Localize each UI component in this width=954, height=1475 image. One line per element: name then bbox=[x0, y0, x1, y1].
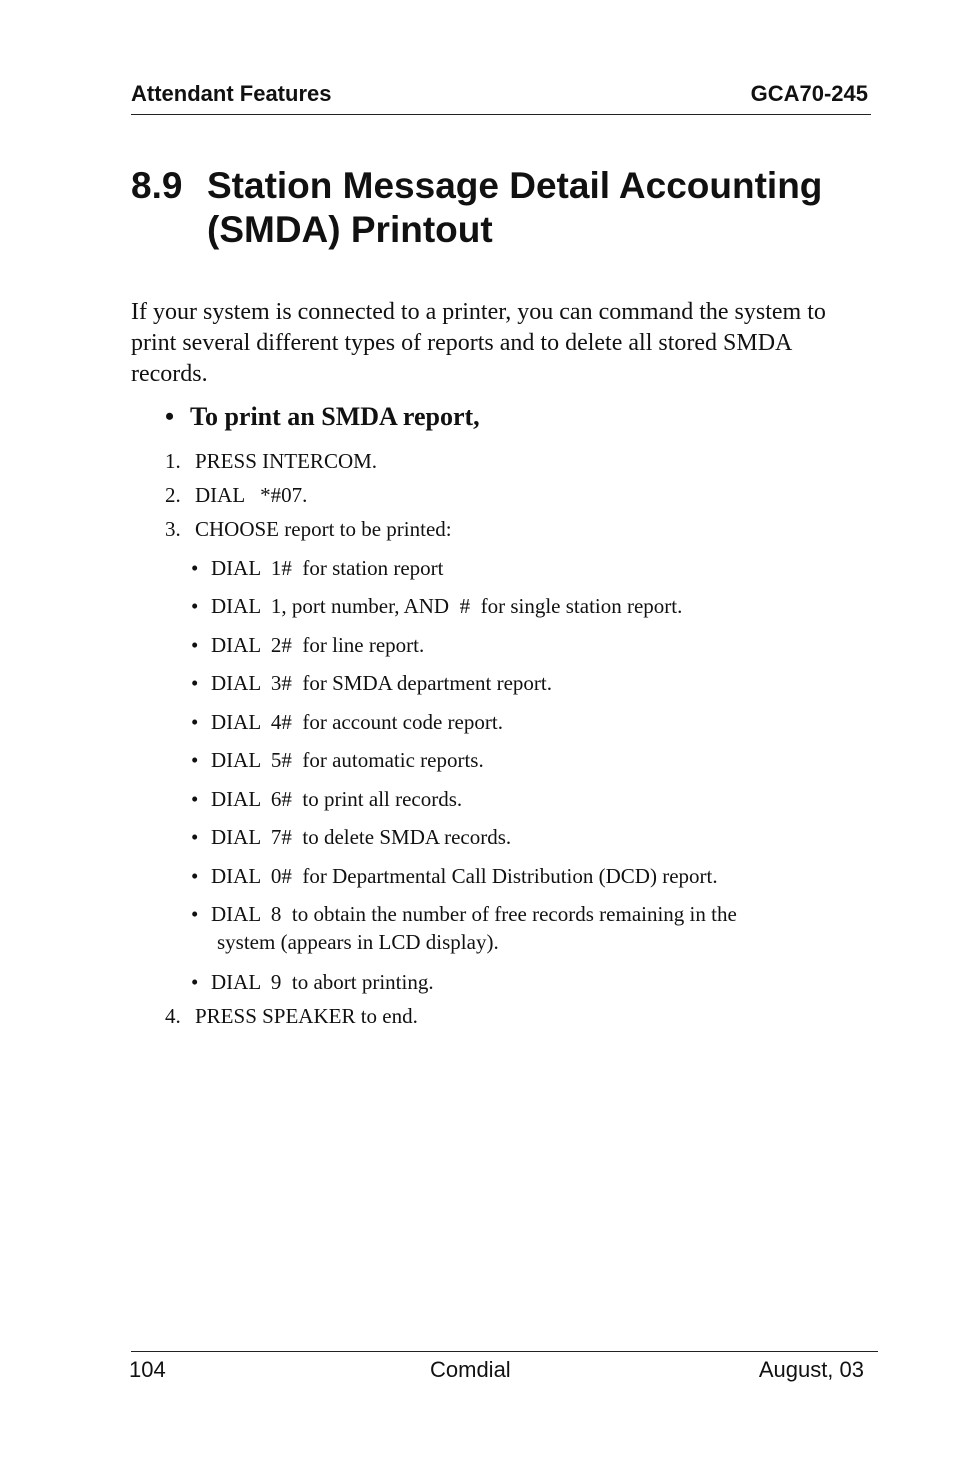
step-1 bbox=[165, 447, 377, 475]
step-text: CHOOSE report to be printed: bbox=[195, 517, 452, 541]
option-text: DIAL 1, port number, AND # for single station report. bbox=[211, 594, 683, 618]
footer-company: Comdial bbox=[430, 1357, 511, 1382]
step-number: 1. bbox=[165, 449, 181, 473]
option-bullet: • bbox=[191, 556, 199, 580]
option-text: DIAL 9 to abort printing. bbox=[211, 970, 434, 994]
step-text: PRESS SPEAKER to end. bbox=[195, 1004, 418, 1028]
step-text: DIAL *#07. bbox=[195, 483, 308, 507]
option-bullet: • bbox=[191, 748, 199, 772]
step-4 bbox=[165, 1002, 418, 1030]
step-3 bbox=[165, 515, 452, 543]
page-number: 104 bbox=[129, 1357, 166, 1382]
option-bullet: • bbox=[191, 825, 199, 849]
section-title-line2: (SMDA) Printout bbox=[207, 209, 493, 250]
step-number: 4. bbox=[165, 1004, 181, 1028]
option-bullet: • bbox=[191, 787, 199, 811]
step-2 bbox=[165, 481, 307, 509]
step-number: 2. bbox=[165, 483, 181, 507]
option-item bbox=[191, 631, 424, 659]
section-number: 8.9 bbox=[131, 165, 183, 206]
option-item bbox=[191, 669, 552, 697]
option-item bbox=[191, 708, 503, 736]
task-bullet: • bbox=[165, 402, 175, 431]
option-item bbox=[191, 862, 718, 890]
option-item bbox=[191, 823, 511, 851]
footer-rule bbox=[131, 1351, 878, 1352]
step-number: 3. bbox=[165, 517, 181, 541]
option-item bbox=[191, 746, 484, 774]
option-text: DIAL 0# for Departmental Call Distribution (DCD) report. bbox=[211, 864, 718, 888]
footer-date: August, 03 bbox=[758, 1357, 864, 1382]
option-text: DIAL 8 to obtain the number of free records remaining in the bbox=[211, 902, 737, 926]
option-text: DIAL 7# to delete SMDA records. bbox=[211, 825, 512, 849]
option-bullet: • bbox=[191, 902, 199, 926]
option-text-continuation: system (appears in LCD display). bbox=[217, 930, 499, 954]
option-text: DIAL 1# for station report bbox=[211, 556, 444, 580]
running-header-left: Attendant Features bbox=[131, 81, 332, 106]
option-text: DIAL 6# to print all records. bbox=[211, 787, 463, 811]
option-item bbox=[191, 554, 444, 582]
option-bullet: • bbox=[191, 710, 199, 734]
option-text: DIAL 3# for SMDA department report. bbox=[211, 671, 552, 695]
option-bullet: • bbox=[191, 864, 199, 888]
section-title-line1: Station Message Detail Accounting bbox=[207, 165, 823, 206]
option-text: DIAL 2# for line report. bbox=[211, 633, 425, 657]
option-bullet: • bbox=[191, 970, 199, 994]
option-text: DIAL 4# for account code report. bbox=[211, 710, 503, 734]
option-text: DIAL 5# for automatic reports. bbox=[211, 748, 484, 772]
option-bullet: • bbox=[191, 633, 199, 657]
option-bullet: • bbox=[191, 594, 199, 618]
option-bullet: • bbox=[191, 671, 199, 695]
running-header-right: GCA70-245 bbox=[750, 81, 868, 106]
section-title bbox=[131, 164, 891, 252]
header-rule bbox=[131, 114, 871, 115]
intro-paragraph: If your system is connected to a printer, you can command the system to print several different types of reports and to delete all stored SMDA records. bbox=[131, 299, 826, 387]
option-item bbox=[191, 968, 434, 996]
task-heading-text: To print an SMDA report, bbox=[190, 402, 480, 431]
option-item bbox=[191, 785, 462, 813]
option-item bbox=[191, 900, 737, 956]
step-text: PRESS INTERCOM. bbox=[195, 449, 378, 473]
task-heading bbox=[165, 400, 480, 434]
option-item bbox=[191, 592, 682, 620]
